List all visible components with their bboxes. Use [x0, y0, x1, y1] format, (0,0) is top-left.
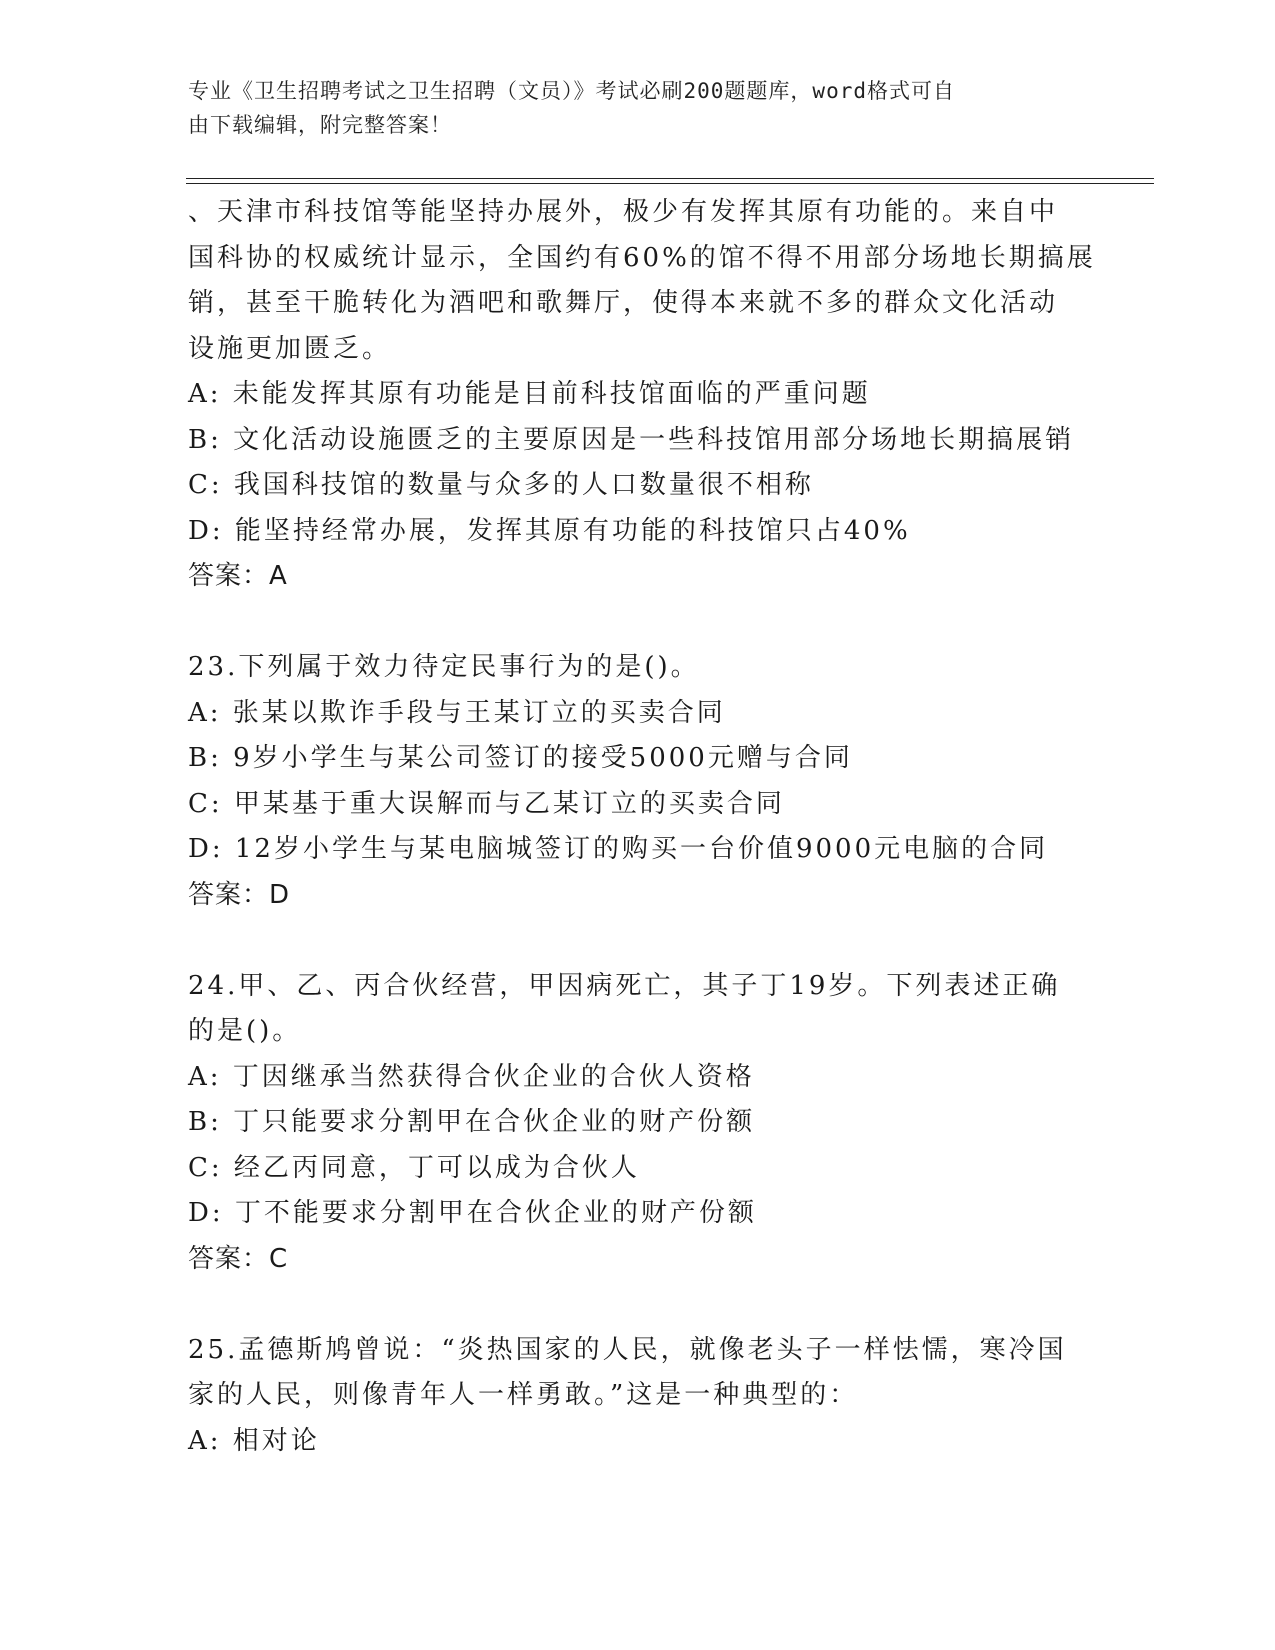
option-a: A: 未能发挥其原有功能是目前科技馆面临的严重问题 [188, 379, 871, 409]
option-a: A: 张某以欺诈手段与王某订立的买卖合同 [188, 697, 726, 728]
question-24-block [188, 964, 1088, 1283]
option-d: D: 能坚持经常办展，发挥其原有功能的科技馆只占40% [188, 515, 911, 546]
passage-line: 设施更加匮乏。 [188, 333, 392, 364]
passage-line: 、天津市科技馆等能坚持办展外，极少有发挥其原有功能的。来自中 [188, 197, 1059, 227]
option-a: A: 相对论 [188, 1425, 320, 1456]
header-title-line-1: 专业《卫生招聘考试之卫生招聘（文员）》考试必刷200题题库，word格式可自 [188, 79, 955, 103]
option-c: C: 经乙丙同意，丁可以成为合伙人 [188, 1152, 640, 1183]
passage-line: 国科协的权威统计显示，全国约有60%的馆不得不用部分场地长期搞展 [188, 242, 1096, 273]
answer-line: 答案：D [188, 879, 291, 910]
spacer [188, 600, 1088, 646]
option-a: A: 丁因继承当然获得合伙企业的合伙人资格 [188, 1061, 755, 1092]
question-25-block [188, 1328, 1088, 1465]
question-stem: 24.甲、乙、丙合伙经营，甲因病死亡，其子丁19岁。下列表述正确 [188, 970, 1061, 1001]
spacer [188, 1282, 1088, 1328]
option-d: D: 丁不能要求分割甲在合伙企业的财产份额 [188, 1198, 757, 1228]
document-body [188, 190, 1096, 1464]
question-stem: 的是()。 [188, 1016, 302, 1046]
option-d: D: 12岁小学生与某电脑城签订的购买一台价值9000元电脑的合同 [188, 834, 1049, 864]
spacer [188, 918, 1088, 964]
option-c: C: 我国科技馆的数量与众多的人口数量很不相称 [188, 470, 814, 500]
option-b: B: 文化活动设施匮乏的主要原因是一些科技馆用部分场地长期搞展销 [188, 424, 1075, 455]
header-title-line-2: 由下载编辑，附完整答案！ [188, 113, 452, 137]
document-header [188, 74, 1058, 142]
question-23-block [188, 645, 1088, 918]
answer-line: 答案：A [188, 561, 288, 591]
option-c: C: 甲某基于重大误解而与乙某订立的买卖合同 [188, 788, 785, 819]
question-stem: 家的人民，则像青年人一样勇敢。”这是一种典型的： [188, 1380, 859, 1410]
header-rule-bottom [186, 183, 1154, 184]
question-stem: 25.孟德斯鸠曾说：“炎热国家的人民，就像老头子一样怯懦，寒冷国 [188, 1334, 1067, 1365]
answer-line: 答案：C [188, 1243, 289, 1274]
question-stem: 23.下列属于效力待定民事行为的是()。 [188, 652, 700, 682]
passage-line: 销，甚至干脆转化为酒吧和歌舞厅，使得本来就不多的群众文化活动 [188, 288, 1059, 318]
option-b: B: 9岁小学生与某公司签订的接受5000元赠与合同 [188, 743, 853, 773]
question-22-block [188, 190, 1096, 600]
header-rule-top [186, 178, 1154, 179]
option-b: B: 丁只能要求分割甲在合伙企业的财产份额 [188, 1107, 756, 1137]
